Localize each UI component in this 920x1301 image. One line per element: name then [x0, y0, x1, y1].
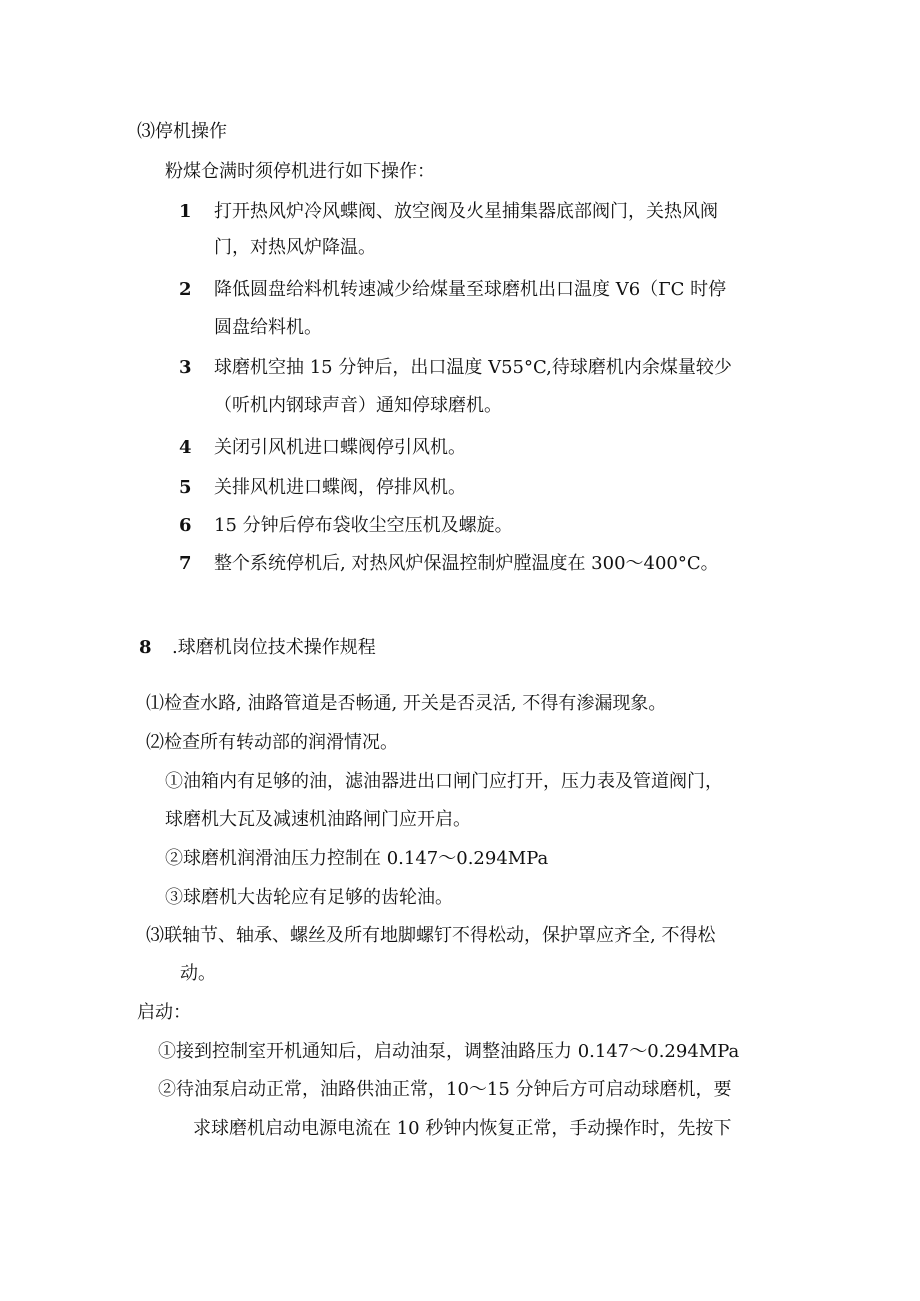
sub-item: ③球磨机大齿轮应有足够的齿轮油。: [165, 887, 453, 908]
step-text-cont: 门，对热风炉降温。: [214, 237, 376, 258]
sub-item-cont: 球磨机大瓦及减速机油路闸门应开启。: [165, 809, 471, 830]
step-text: 整个系统停机后, 对热风炉保温控制炉膛温度在 300～400°C。: [214, 553, 719, 574]
step-text: 球磨机空抽 15 分钟后，出口温度 V55°C,待球磨机内余煤量较少: [214, 357, 732, 378]
startup-item-cont: 求球磨机启动电源电流在 10 秒钟内恢复正常，手动操作时，先按下: [193, 1118, 732, 1139]
check-item: ⑴检查水路, 油路管道是否畅通, 开关是否灵活, 不得有渗漏现象。: [146, 693, 667, 714]
sub-item: ①油箱内有足够的油，滤油器进出口闸门应打开，压力表及管道阀门，: [165, 771, 723, 792]
step-number: 4: [179, 437, 192, 458]
section-heading: ⑶停机操作: [137, 121, 227, 142]
step-text-cont: 圆盘给料机。: [214, 317, 322, 338]
step-text: 关闭引风机进口蝶阀停引风机。: [214, 437, 466, 458]
check-item: ⑶联轴节、轴承、螺丝及所有地脚螺钉不得松动，保护罩应齐全, 不得松: [146, 925, 716, 946]
check-item-cont: 动。: [180, 963, 216, 984]
step-number: 7: [179, 553, 192, 574]
section-title: .球磨机岗位技术操作规程: [172, 637, 376, 658]
step-number: 2: [179, 279, 192, 300]
step-number: 1: [179, 201, 192, 222]
startup-label: 启动：: [137, 1002, 191, 1023]
check-item: ⑵检查所有转动部的润滑情况。: [146, 732, 398, 753]
startup-item: ②待油泵启动正常，油路供油正常，10～15 分钟后方可启动球磨机，要: [158, 1079, 732, 1100]
step-text: 打开热风炉冷风蝶阀、放空阀及火星捕集器底部阀门，关热风阀: [214, 201, 718, 222]
step-text: 关排风机进口蝶阀，停排风机。: [214, 477, 466, 498]
section-intro: 粉煤仓满时须停机进行如下操作：: [165, 161, 435, 182]
step-text: 15 分钟后停布袋收尘空压机及螺旋。: [214, 515, 513, 536]
step-number: 5: [179, 477, 192, 498]
step-text: 降低圆盘给料机转速减少给煤量至球磨机出口温度 V6（ΓC 时停: [214, 279, 727, 300]
section-number: 8: [139, 637, 152, 658]
step-number: 3: [179, 357, 192, 378]
startup-item: ①接到控制室开机通知后，启动油泵，调整油路压力 0.147～0.294MPa: [158, 1041, 740, 1062]
step-text-cont: （听机内钢球声音）通知停球磨机。: [214, 395, 502, 416]
step-number: 6: [179, 515, 192, 536]
sub-item: ②球磨机润滑油压力控制在 0.147～0.294MPa: [165, 848, 549, 869]
